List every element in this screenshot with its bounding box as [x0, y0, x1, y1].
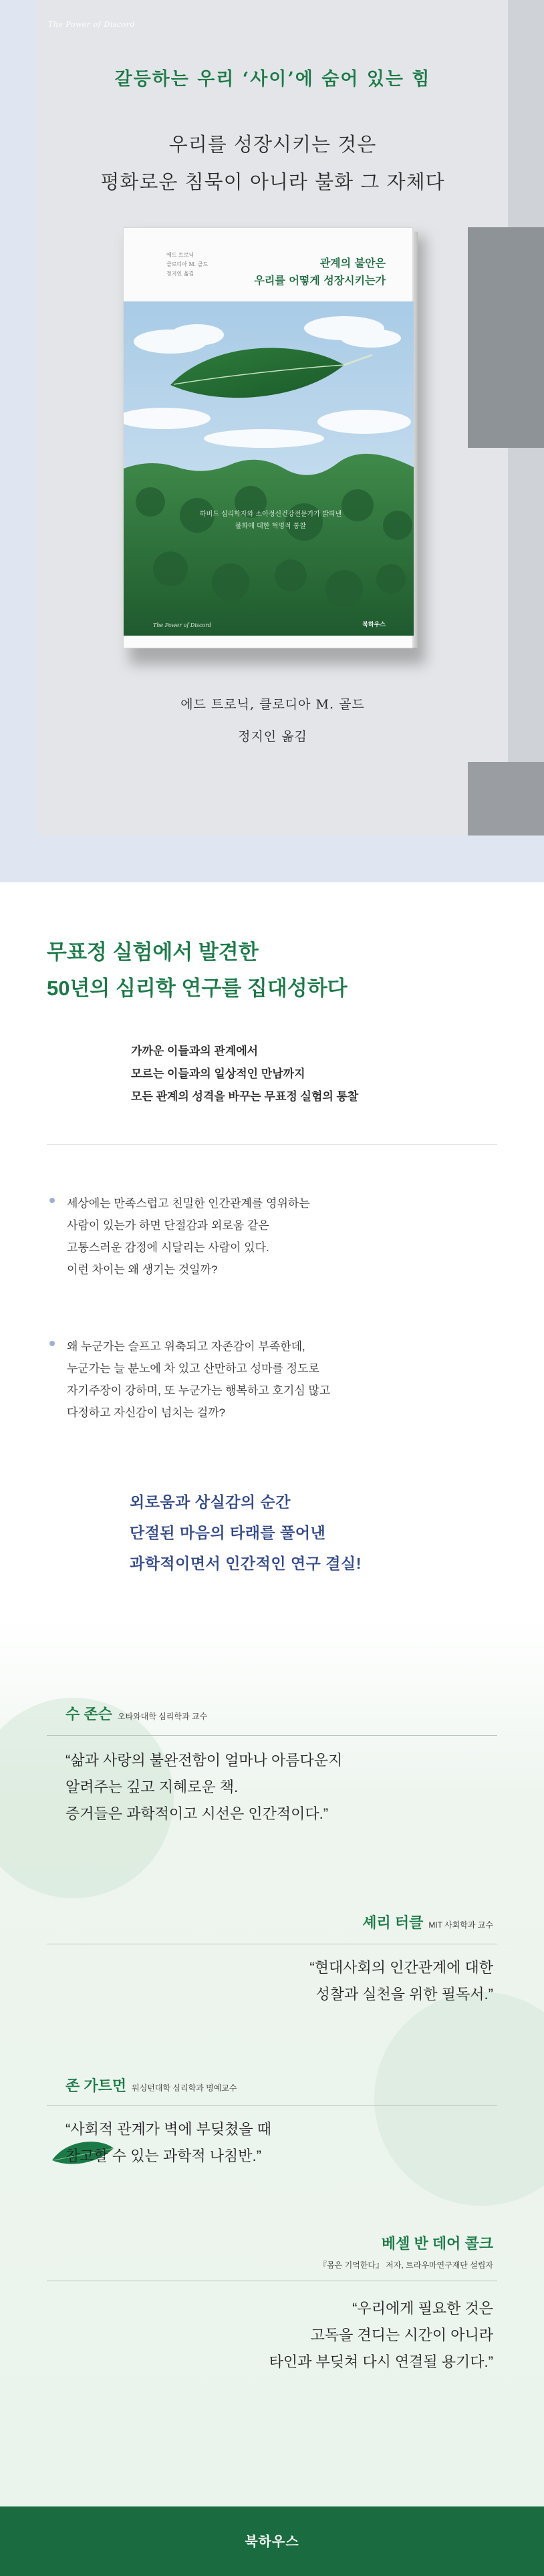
hero-backdrop-bottom: [0, 835, 544, 882]
bullet-dot-icon: [49, 1341, 55, 1346]
book-publisher-logo: 북하우스: [362, 622, 386, 628]
hero-backdrop-band: [468, 227, 544, 448]
book-subtitle-line: 하버드 심리학자와 소아정신건강전문가가 밝혀낸: [199, 511, 342, 518]
reviewer-affiliation: MIT 사회학과 교수: [428, 1920, 493, 1930]
reviewer-affiliation: 워싱턴대학 심리학과 명예교수: [132, 2083, 237, 2093]
bullet-line: 누군가는 늘 분노에 차 있고 산만하고 성마를 정도로: [67, 1362, 319, 1375]
review-quote: [65, 2116, 493, 2170]
review-divider: [47, 1735, 497, 1736]
section-intro-line: 가까운 이들과의 관계에서: [131, 1045, 259, 1057]
section-intro-line: 모든 관계의 성격을 바꾸는 무표정 실험의 통찰: [131, 1090, 359, 1103]
bullet-line: 다정하고 자신감이 넘치는 걸까?: [67, 1406, 226, 1419]
bullet-line: 자기주장이 강하며, 또 누군가는 행복하고 호기심 많고: [67, 1384, 331, 1397]
book-credit: [166, 251, 208, 279]
hero-section: [0, 0, 544, 882]
reviewer-affiliation: 오타와대학 심리학과 교수: [117, 1712, 208, 1721]
reviewer-name: [65, 2075, 237, 2095]
bullet-line: 고통스러운 감정에 시달리는 사람이 있다.: [67, 1241, 269, 1254]
book-credit-line: 에드 트로닉: [166, 252, 194, 258]
series-tag: The Power of Discord: [48, 20, 135, 29]
review-quote-line: 증거들은 과학적이고 시선은 인간적이다.”: [65, 1805, 329, 1822]
reviewer-name: [200, 2232, 493, 2253]
book-front: [123, 227, 413, 648]
review-quote-line: “삶과 사랑의 불완전함이 얼마나 아름다운지: [65, 1752, 343, 1769]
callout-line: 과학적이면서 인간적인 연구 결실!: [130, 1555, 362, 1572]
hero-backdrop-band-lower: [468, 762, 544, 835]
bullet-line: 세상에는 만족스럽고 친밀한 인간관계를 영위하는: [67, 1197, 310, 1210]
section-intro-line: 모르는 이들과의 일상적인 만남까지: [131, 1067, 305, 1080]
book-credit-line: 클로디아 M. 골드: [166, 261, 209, 267]
book-subtitle-line: 불화에 대한 혁명적 통찰: [235, 523, 307, 530]
book-title: [254, 255, 386, 289]
reviewer-affiliation: 『몸은 기억한다』 저자, 트라우마연구재단 설립자: [319, 2261, 493, 2270]
section-title-line: 무표정 실험에서 발견한: [47, 940, 259, 964]
authors-line: 에드 트로닉, 클로디아 M. 골드: [180, 697, 365, 712]
review-quote: [65, 1747, 493, 1827]
review-quote: [134, 1954, 493, 2008]
bullet-text: [67, 1192, 488, 1281]
bullet-line: 이런 차이는 왜 생기는 것일까?: [67, 1263, 218, 1276]
review-quote-line: 타인과 부딪쳐 다시 연결될 용기다.”: [269, 2353, 493, 2370]
reviewer-name: [273, 1912, 493, 1932]
review-quote-line: “사회적 관계가 벽에 부딪쳤을 때: [65, 2121, 272, 2138]
bullet-paragraph: [49, 1192, 491, 1286]
reviewer-name-text: 베셀 반 데어 콜크: [381, 2235, 493, 2252]
review-quote-line: “현대사회의 인간관계에 대한: [309, 1959, 493, 1976]
review-quote-line: “우리에게 필요한 것은: [352, 2300, 493, 2317]
callout-line: 단절된 마음의 타래를 풀어낸: [130, 1524, 326, 1541]
bullet-text: [67, 1335, 488, 1424]
hero-tagline: 갈등하는 우리 ‘사이’에 숨어 있는 힘: [114, 69, 431, 90]
reviewer-name-text: 존 가트먼: [65, 2077, 127, 2094]
section-title-line: 50년의 심리학 연구를 집대성하다: [47, 977, 348, 1000]
book-cover-illustration: [124, 301, 414, 636]
hero-headline-line: 우리를 성장시키는 것은: [168, 133, 377, 156]
reviewer-name-text: 수 존슨: [65, 1706, 112, 1722]
divider: [47, 1144, 497, 1145]
review-quote-line: 고독을 견디는 시간이 아니라: [310, 2327, 493, 2343]
review-divider: [47, 2105, 497, 2106]
callout-line: 외로움과 상실감의 순간: [130, 1493, 291, 1511]
bullet-line: 왜 누군가는 슬프고 위축되고 자존감이 부족한데,: [67, 1340, 305, 1353]
translator-line: 정지인 옮김: [238, 729, 307, 744]
book-title-line: 우리를 어떻게 성장시키는가: [254, 274, 386, 287]
reviewer-name: [65, 1703, 207, 1724]
callout-text: [130, 1487, 362, 1579]
bullet-paragraph: [49, 1335, 491, 1429]
book-title-line: 관계의 불안은: [319, 257, 386, 269]
review-quote: [134, 2295, 493, 2375]
section-title: [47, 934, 348, 1007]
review-quote-line: 참고할 수 있는 과학적 나침반.”: [65, 2148, 261, 2164]
hero-headline: [37, 126, 508, 201]
hero-headline-line: 평화로운 침묵이 아니라 불화 그 자체다: [100, 170, 445, 193]
book-credit-line: 정지인 옮김: [166, 271, 194, 277]
publisher-logo: 북하우스: [245, 2535, 299, 2549]
bullet-line: 사람이 있는가 하면 단절감과 외로움 같은: [67, 1219, 269, 1232]
footer: [0, 2506, 544, 2576]
review-quote-line: 성찰과 실천을 위한 필독서.”: [315, 1986, 493, 2003]
bullet-dot-icon: [49, 1198, 55, 1203]
review-quote-line: 알려주는 깊고 지혜로운 책.: [65, 1779, 239, 1795]
book-subtitle: [164, 509, 378, 533]
section-intro: [131, 1040, 358, 1108]
book-series-tag: The Power of Discord: [153, 622, 212, 628]
hero-authors: [37, 688, 508, 753]
book-cover: [123, 227, 418, 655]
reviewer-name-text: 셰리 터클: [362, 1914, 424, 1931]
